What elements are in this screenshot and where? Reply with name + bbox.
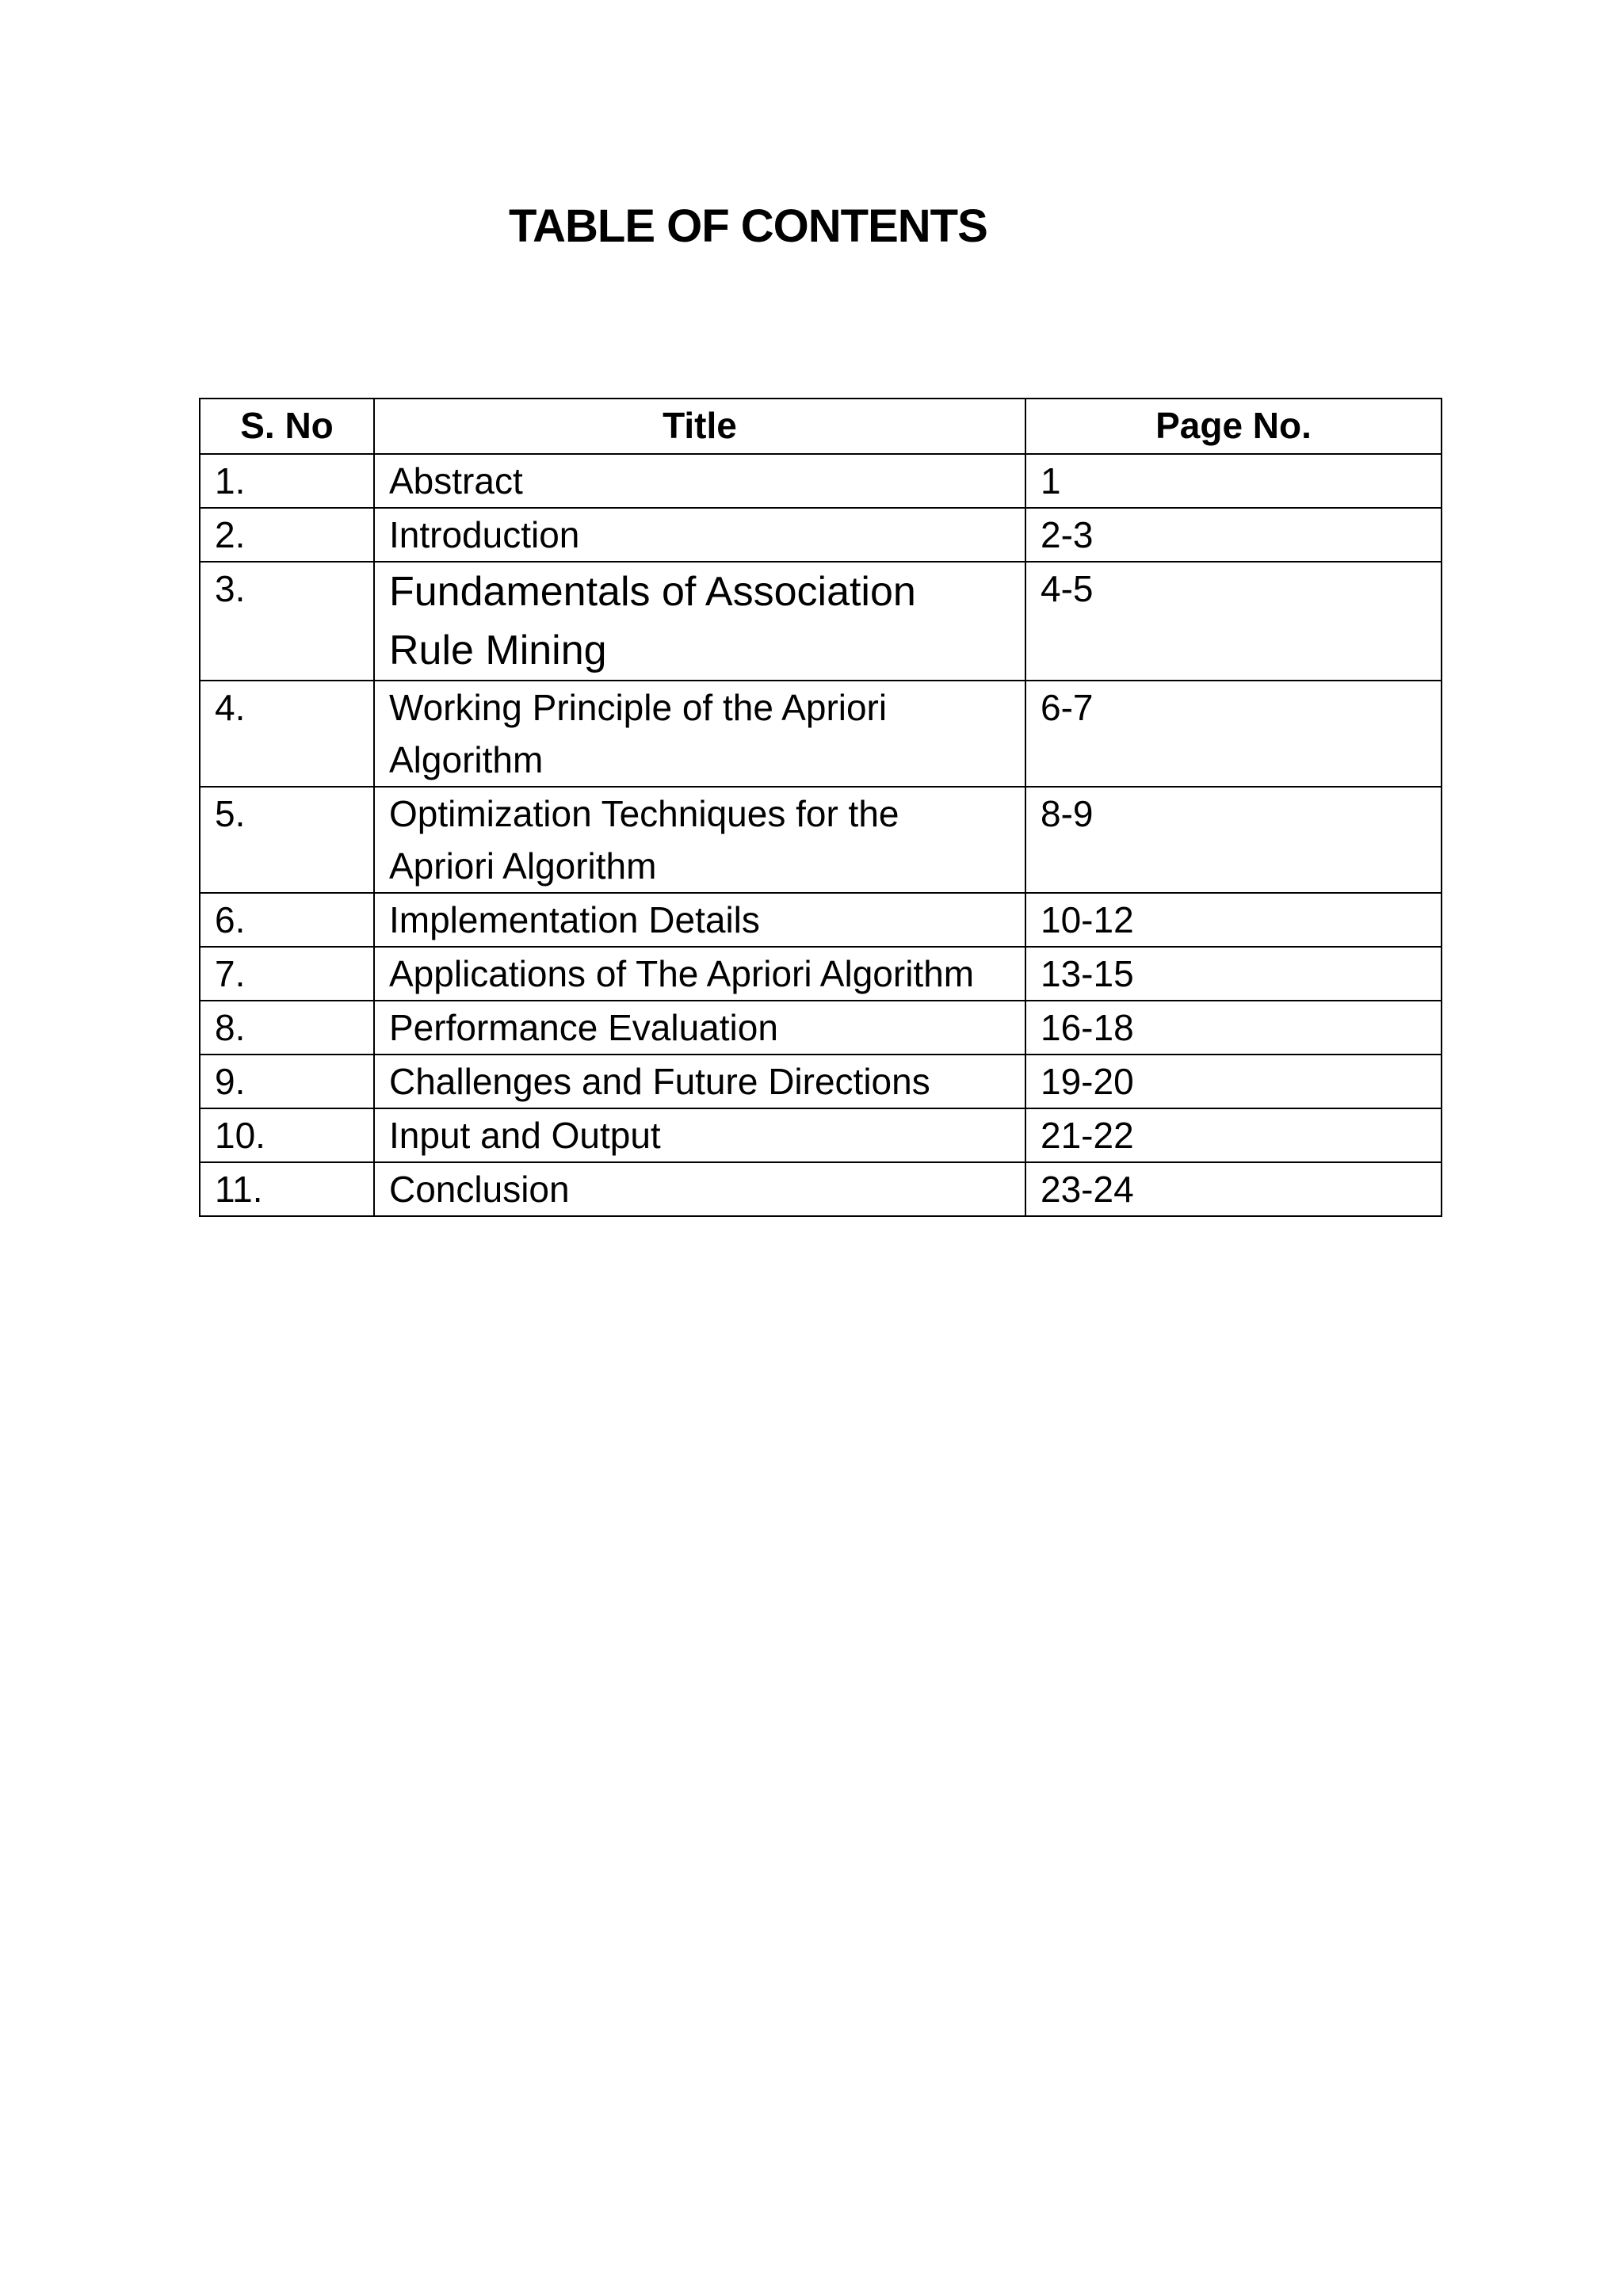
row-page: 19-20 xyxy=(1025,1055,1442,1108)
table-row xyxy=(200,562,1442,681)
row-sno: 6. xyxy=(200,893,374,947)
row-page: 21-22 xyxy=(1025,1108,1442,1162)
row-sno: 7. xyxy=(200,947,374,1001)
page-title: TABLE OF CONTENTS xyxy=(509,200,987,252)
table-row xyxy=(200,1162,1442,1216)
table-row xyxy=(200,454,1442,508)
row-sno: 8. xyxy=(200,1001,374,1055)
table-row xyxy=(200,893,1442,947)
row-title: Introduction xyxy=(374,508,1025,562)
table-header-row xyxy=(200,399,1442,454)
row-sno: 9. xyxy=(200,1055,374,1108)
table-row xyxy=(200,947,1442,1001)
row-sno: 5. xyxy=(200,787,374,893)
table-row xyxy=(200,1108,1442,1162)
row-title: Optimization Techniques for the Apriori Algorithm xyxy=(374,787,1025,893)
row-title: Challenges and Future Directions xyxy=(374,1055,1025,1108)
row-sno: 3. xyxy=(200,562,374,681)
header-page: Page No. xyxy=(1025,399,1442,454)
row-sno: 11. xyxy=(200,1162,374,1216)
row-title: Fundamentals of Association Rule Mining xyxy=(374,562,1025,681)
table-row xyxy=(200,1001,1442,1055)
row-page: 1 xyxy=(1025,454,1442,508)
row-sno: 4. xyxy=(200,681,374,787)
row-page: 6-7 xyxy=(1025,681,1442,787)
row-sno: 2. xyxy=(200,508,374,562)
header-title: Title xyxy=(374,399,1025,454)
row-page: 13-15 xyxy=(1025,947,1442,1001)
row-page: 10-12 xyxy=(1025,893,1442,947)
row-title: Performance Evaluation xyxy=(374,1001,1025,1055)
table-row xyxy=(200,1055,1442,1108)
header-sno: S. No xyxy=(200,399,374,454)
row-page: 2-3 xyxy=(1025,508,1442,562)
row-title: Working Principle of the Apriori Algorithm xyxy=(374,681,1025,787)
table-row xyxy=(200,508,1442,562)
table-row xyxy=(200,681,1442,787)
row-sno: 1. xyxy=(200,454,374,508)
row-sno: 10. xyxy=(200,1108,374,1162)
row-page: 16-18 xyxy=(1025,1001,1442,1055)
row-page: 8-9 xyxy=(1025,787,1442,893)
toc-table xyxy=(199,398,1442,1217)
row-title: Implementation Details xyxy=(374,893,1025,947)
table-row xyxy=(200,787,1442,893)
row-title: Applications of The Apriori Algorithm xyxy=(374,947,1025,1001)
row-title: Input and Output xyxy=(374,1108,1025,1162)
row-page: 23-24 xyxy=(1025,1162,1442,1216)
row-page: 4-5 xyxy=(1025,562,1442,681)
row-title: Abstract xyxy=(374,454,1025,508)
row-title: Conclusion xyxy=(374,1162,1025,1216)
